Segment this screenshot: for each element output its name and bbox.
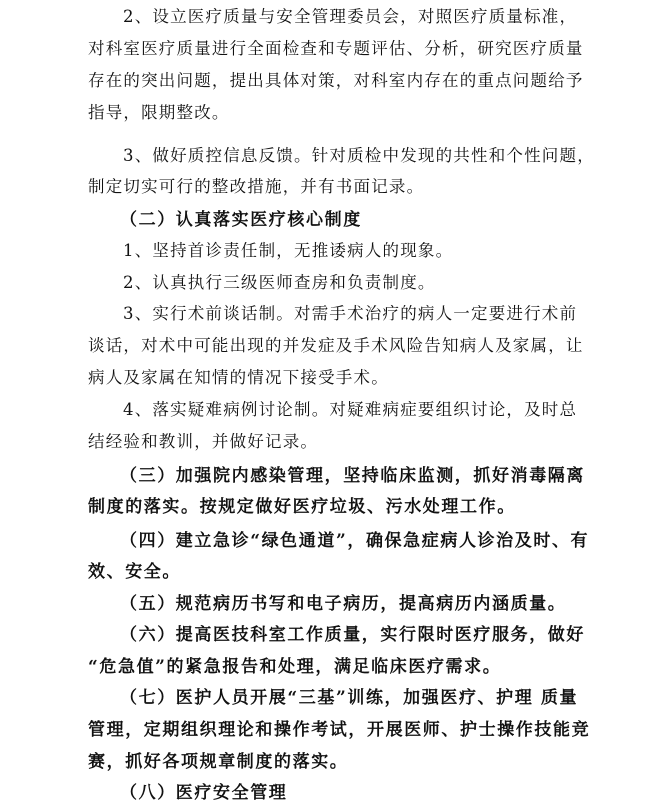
section-heading: （七）医护人员开展“三基”训练，加强医疗、护理 质量 xyxy=(120,688,579,708)
section-heading: 赛，抓好各项规章制度的落实。 xyxy=(88,752,349,772)
paragraph-line: 3、做好质控信息反馈。针对质检中发现的共性和个性问题， xyxy=(123,146,595,165)
section-heading: “危急值”的紧急报告和处理，满足临床医疗需求。 xyxy=(88,657,502,677)
paragraph-line: 1、坚持首诊责任制，无推诿病人的现象。 xyxy=(123,241,454,260)
section-heading: 管理，定期组织理论和操作考试，开展医师、护士操作技能竞 xyxy=(88,720,591,740)
paragraph-line: 对科室医疗质量进行全面检查和专题评估、分析，研究医疗质量 xyxy=(88,39,584,58)
paragraph-line: 2、设立医疗质量与安全管理委员会，对照医疗质量标准， xyxy=(123,7,578,26)
paragraph-line: 病人及家属在知情的情况下接受手术。 xyxy=(88,368,389,387)
paragraph-line: 制定切实可行的整改措施，并有书面记录。 xyxy=(88,177,425,196)
section-heading: （四）建立急诊“绿色通道”，确保急症病人诊治及时、有 xyxy=(120,531,590,551)
paragraph-line: 结经验和教训，并做好记录。 xyxy=(88,432,319,451)
section-heading: （二）认真落实医疗核心制度 xyxy=(120,210,362,230)
section-heading: 效、安全。 xyxy=(88,562,181,582)
paragraph-line: 指导，限期整改。 xyxy=(88,103,230,122)
section-heading: （六）提高医技科室工作质量，实行限时医疗服务，做好 xyxy=(120,625,585,645)
paragraph-line: 3、实行术前谈话制。对需手术治疗的病人一定要进行术前 xyxy=(123,304,578,323)
section-heading: （三）加强院内感染管理，坚持临床监测，抓好消毒隔离 xyxy=(120,466,585,486)
section-heading: （五）规范病历书写和电子病历，提高病历内涵质量。 xyxy=(120,594,567,614)
section-heading: （八）医疗安全管理 xyxy=(120,783,288,803)
section-heading: 制度的落实。按规定做好医疗垃圾、污水处理工作。 xyxy=(88,497,516,517)
paragraph-line: 谈话，对术中可能出现的并发症及手术风险告知病人及家属，让 xyxy=(88,336,584,355)
paragraph-line: 4、落实疑难病例讨论制。对疑难病症要组织讨论，及时总 xyxy=(123,400,578,419)
paragraph-line: 存在的突出问题，提出具体对策，对科室内存在的重点问题给予 xyxy=(88,71,584,90)
paragraph-line: 2、认真执行三级医师查房和负责制度。 xyxy=(123,273,436,292)
